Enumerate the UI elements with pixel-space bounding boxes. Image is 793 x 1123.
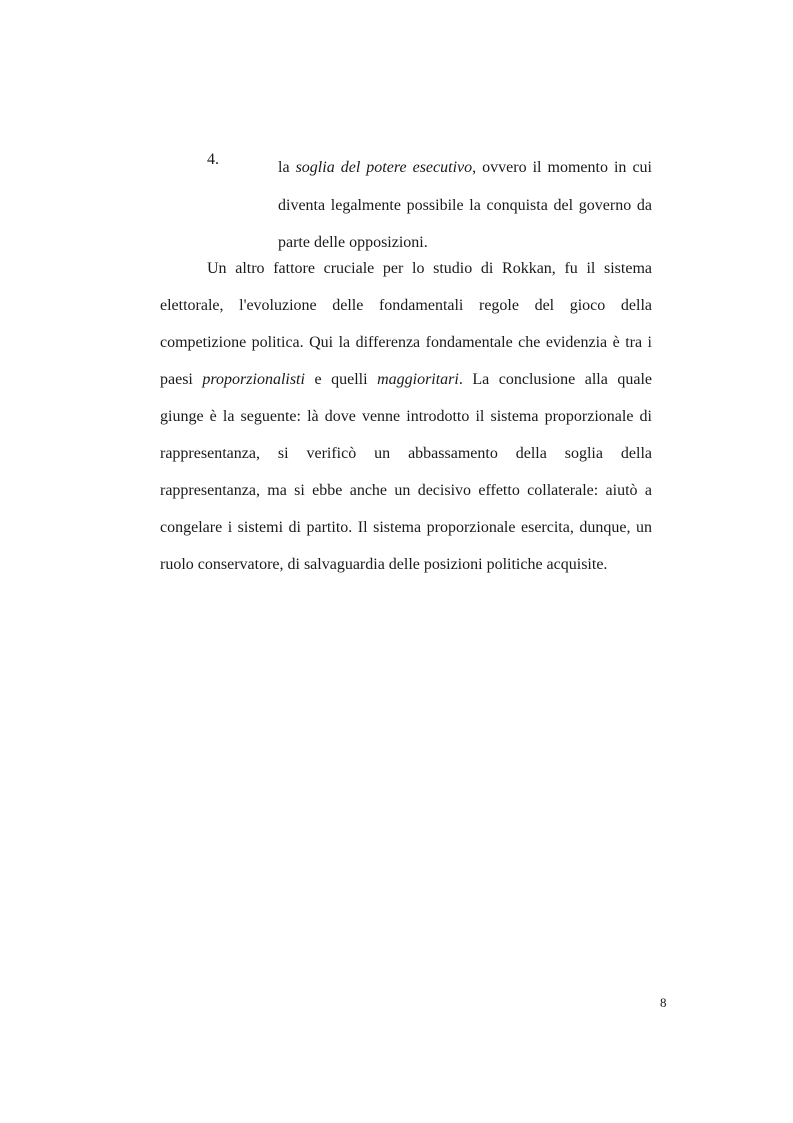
text-run: e quelli [304, 371, 378, 388]
paragraph-line: ruolo conservatore, di salvaguardia delle posizioni politiche acquisite. [160, 556, 608, 573]
paragraph-line: Un altro fattore cruciale per lo studio di Rokkan, fu il sistema [207, 260, 652, 277]
text-run: . La conclusione alla quale [458, 371, 652, 388]
list-item-line: parte delle opposizioni. [278, 234, 428, 251]
paragraph-line: rappresentanza, ma si ebbe anche un decisivo effetto collaterale: aiutò a [160, 482, 652, 499]
list-item-line: diventa legalmente possibile la conquista del governo da [278, 196, 652, 214]
italic-term: proporzionalisti [202, 371, 305, 388]
body-paragraph [160, 258, 652, 591]
text-run: la [278, 159, 296, 176]
italic-term: soglia del potere esecutivo [295, 159, 473, 176]
page-number: 8 [660, 995, 667, 1010]
paragraph-line: rappresentanza, si verificò un abbassamento della soglia della [160, 445, 652, 462]
paragraph-line: elettorale, l'evoluzione delle fondamentali regole del gioco della [160, 297, 652, 314]
text-run: , ovvero il momento in cui [472, 159, 653, 176]
paragraph-line: congelare i sistemi di partito. Il sistema proporzionale esercita, dunque, un [160, 519, 652, 536]
paragraph-line: giunge è la seguente: là dove venne introdotto il sistema proporzionale di [160, 408, 652, 425]
list-item-text [278, 149, 652, 262]
italic-term: maggioritari [377, 371, 459, 388]
paragraph-line: competizione politica. Qui la differenza fondamentale che evidenzia è tra i [160, 334, 652, 351]
paragraph-line [160, 369, 652, 406]
list-item-number: 4. [207, 151, 219, 168]
list-item-line [278, 149, 652, 187]
text-run: paesi [160, 371, 203, 388]
